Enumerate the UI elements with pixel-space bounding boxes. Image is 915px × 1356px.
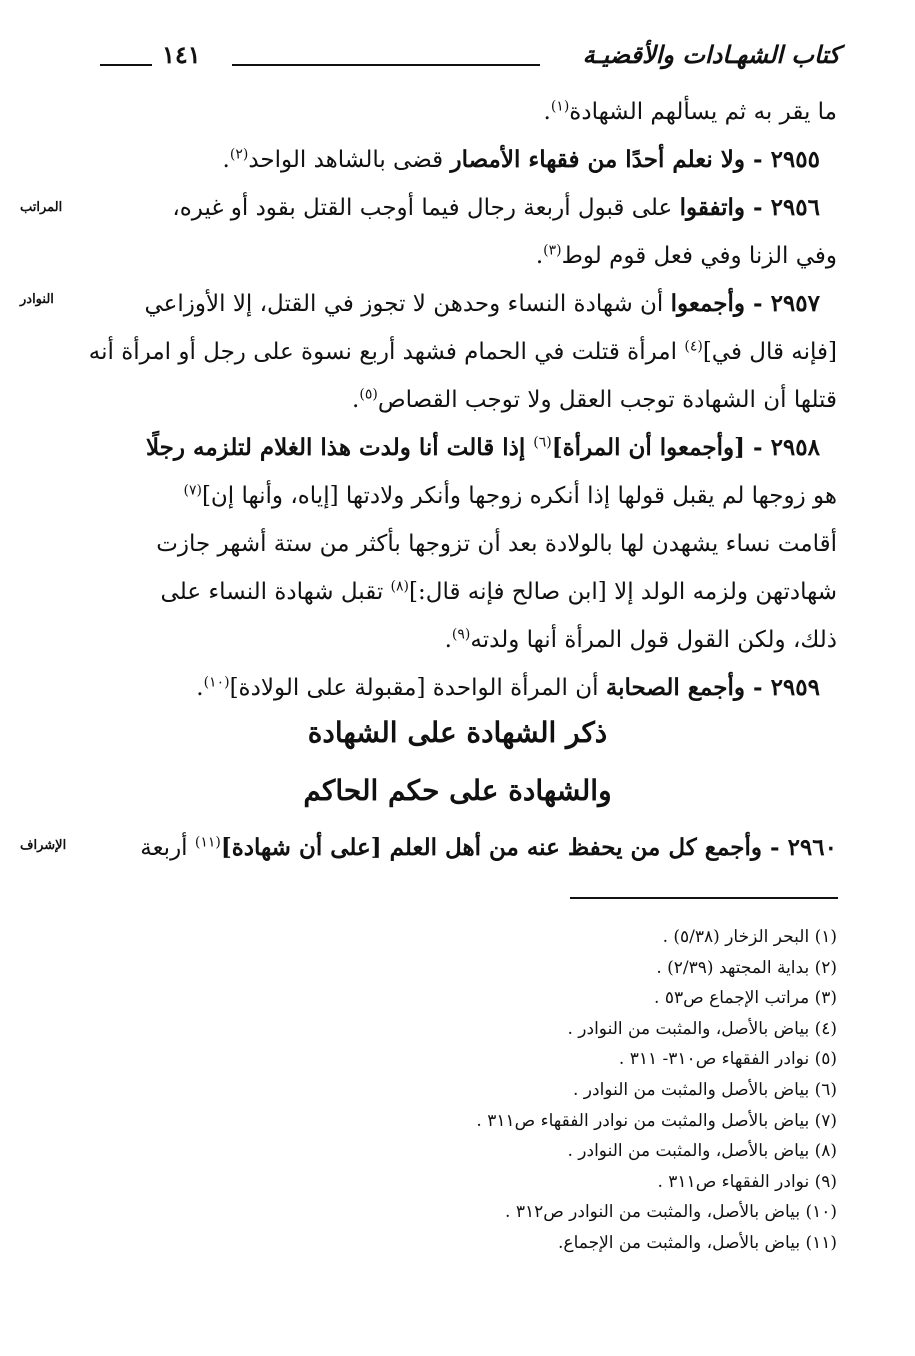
footnote: (٤) بياض بالأصل، والمثبت من النوادر .: [567, 1018, 837, 1039]
footnote-ref: (٤): [684, 338, 703, 355]
footnote-ref: (٧): [183, 482, 202, 499]
footnote-ref: (٦): [533, 434, 552, 451]
text-line: وفي الزنا وفي فعل قوم لوط$^{(٣)}$.: [535, 242, 837, 269]
numbered-entry: ٢٩٥٦ - واتفقوا على قبول أربعة رجال فيما أوجب القتل بقود أو غيره،: [172, 194, 820, 221]
footnote-ref: (١١): [194, 834, 221, 851]
footnote: (٢) بداية المجتهد (٢/٣٩) .: [656, 957, 837, 978]
text-line: [فإنه قال في]$^{(٤)}$ امرأة قتلت في الحمام فشهد أربع نسوة على رجل أو امرأة أنه: [88, 338, 837, 365]
footnote-ref: (١٠): [203, 674, 230, 691]
section-heading: والشهادة على حكم الحاكم: [303, 774, 612, 807]
footnote-ref: (٨): [390, 578, 410, 595]
header-rule-short: [100, 64, 152, 66]
header-title: كتاب الشهـادات والأقضيـة: [582, 40, 840, 69]
footnote: (١) البحر الزخار (٥/٣٨) .: [662, 927, 837, 947]
footnotes: [277, 922, 837, 1259]
text-line: شهادتهن ولزمه الولد إلا [ابن صالح فإنه قال:]$^{(٨)}$ تقبل شهادة النساء على: [160, 578, 837, 605]
footnote: (٦) بياض بالأصل والمثبت من النوادر .: [572, 1079, 837, 1100]
footnote-ref: (٥): [359, 386, 378, 403]
page-number: ١٤١: [162, 40, 201, 69]
text-line: ما يقر به ثم يسألهم الشهادة$^{(١)}$.: [543, 98, 837, 125]
numbered-entry: ٢٩٥٥ - ولا نعلم أحدًا من فقهاء الأمصار قضى بالشاهد الواحد$^{(٢)}$.: [222, 146, 820, 173]
footnote: (١٠) بياض بالأصل، والمثبت من النوادر ص٣١٢ .: [505, 1202, 837, 1223]
margin-note: الإشراف: [20, 838, 67, 853]
margin-note: النوادر: [20, 292, 54, 307]
footnote: (٨) بياض بالأصل، والمثبت من النوادر .: [567, 1141, 837, 1162]
footnote: (٥) نوادر الفقهاء ص٣١٠- ٣١١ .: [618, 1049, 837, 1070]
margin-note: المراتب: [20, 200, 63, 215]
footnote: (٣) مراتب الإجماع ص٥٣ .: [654, 988, 837, 1009]
numbered-entry: ٢٩٥٩ - وأجمع الصحابة أن المرأة الواحدة [مقبولة على الولادة]$^{(١٠)}$.: [196, 674, 820, 701]
footnote: (٩) نوادر الفقهاء ص٣١١ .: [657, 1171, 837, 1192]
text-line: قتلها أن الشهادة توجب العقل ولا توجب القصاص$^{(٥)}$.: [352, 386, 837, 413]
text-line: ذلك، ولكن القول قول المرأة أنها ولدته$^{(٩)}$.: [444, 626, 837, 653]
footnote: (١١) بياض بالأصل، والمثبت من الإجماع.: [558, 1232, 837, 1253]
text-line: أقامت نساء يشهدن لها بالولادة بعد أن تزوجها بأكثر من ستة أشهر جازت: [156, 531, 837, 557]
header-rule: [232, 64, 540, 66]
section-heading: ذكر الشهادة على الشهادة: [307, 716, 608, 749]
numbered-entry: ٢٩٥٨ - [وأجمعوا أن المرأة]$^{(٦)}$ إذا قالت أنا ولدت هذا الغلام لتلزمه رجلًا: [145, 434, 820, 461]
footnote: (٧) بياض بالأصل والمثبت من نوادر الفقهاء ص٣١١ .: [476, 1110, 837, 1131]
numbered-entry: ٢٩٦٠ - وأجمع كل من يحفظ عنه من أهل العلم [على أن شهادة]$^{(١١)}$ أربعة: [140, 834, 837, 861]
footnote-ref: (٣): [543, 242, 562, 259]
running-header: [100, 40, 840, 80]
footnote-ref: (٢): [229, 146, 249, 163]
footnote-ref: (٩): [451, 626, 471, 643]
text-line: هو زوجها لم يقبل قولها إذا أنكره زوجها وأنكر ولادتها [إياه، وأنها إن]$^{(٧)}$: [183, 482, 837, 509]
footnote-ref: (١): [550, 98, 570, 115]
footnote-separator: [570, 897, 838, 899]
numbered-entry: ٢٩٥٧ - وأجمعوا أن شهادة النساء وحدهن لا تجوز في القتل، إلا الأوزاعي: [144, 290, 820, 317]
